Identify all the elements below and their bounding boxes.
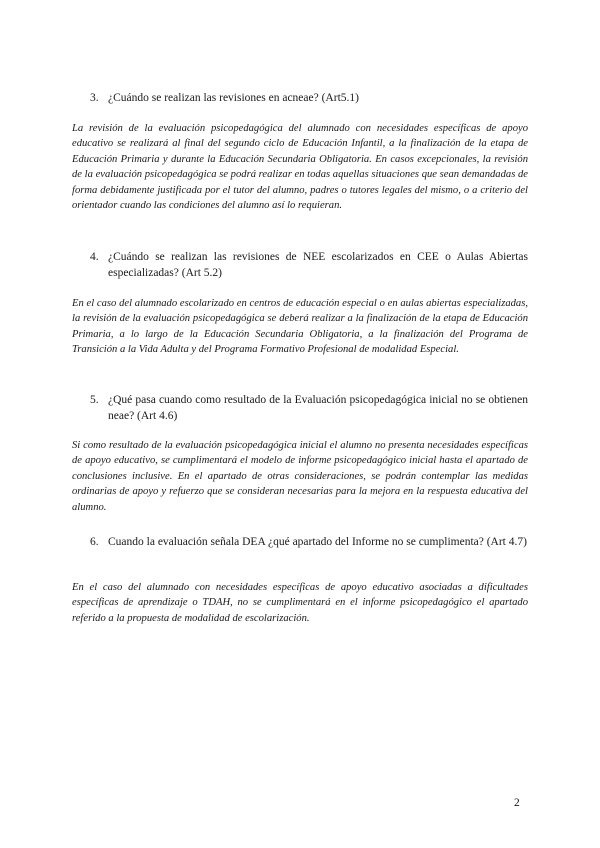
question-number: 6. — [90, 536, 99, 548]
question-3 — [90, 90, 528, 106]
answer-4: En el caso del alumnado escolarizado en centros de educación especial o en aulas abiertas especializadas, la revisión de la evaluación psicopedagógica se deberá realizar a la finalización de la etapa de Educación Primaria, a lo largo de la Educación Secundaria Obligatoria, a la finalización del Programa de Transición a la Vida Adulta y del Programa Formativo Profesional de modalidad Especial. — [72, 298, 528, 356]
question-text: Cuando la evaluación señala DEA ¿qué apartado del Informe no se cumplimenta? (Art 4.7) — [108, 536, 527, 548]
question-6 — [90, 534, 528, 550]
answer-6: En el caso del alumnado con necesidades específicas de apoyo educativo asociadas a dificultades específicas de aprendizaje o TDAH, no se cumplimentará en el informe psicopedagógico el apartado referido a la propuesta de modalidad de escolarización. — [72, 582, 528, 624]
question-number: 3. — [90, 92, 99, 104]
question-5 — [90, 392, 528, 424]
question-4 — [90, 249, 528, 281]
question-text: ¿Cuándo se realizan las revisiones de NEE escolarizados en CEE o Aulas Abiertas especializadas? (Art 5.2) — [108, 251, 528, 279]
question-text: ¿Qué pasa cuando como resultado de la Evaluación psicopedagógica inicial no se obtienen neae? (Art 4.6) — [108, 394, 528, 422]
answer-3: La revisión de la evaluación psicopedagógica del alumnado con necesidades específicas de apoyo educativo se realizará al final del segundo ciclo de Educación Infantil, a la finalización de la etapa de Educación Primaria y durante la Educación Secundaria Obligatoria. En casos excepcionales, la revisión de la evaluación psicopedagógica se podrá realizar en todas aquellas situaciones que sean demandadas de forma debidamente justificada por el tutor del alumno, padres o tutores legales del mismo, o a criterio del orientador cuando las condiciones del alumno así lo requieran. — [72, 123, 528, 212]
question-number: 4. — [90, 251, 99, 263]
question-number: 5. — [90, 394, 99, 406]
page-number: 2 — [514, 797, 520, 809]
question-text: ¿Cuándo se realizan las revisiones en acneae? (Art5.1) — [108, 92, 359, 104]
answer-5: Si como resultado de la evaluación psicopedagógica inicial el alumno no presenta necesidades específicas de apoyo educativo, se cumplimentará el modelo de informe psicopedagógico inicial hasta el apartado de conclusiones inclusive. En el apartado de otras consideraciones, se podrán contemplar las medidas ordinarias de apoyo y refuerzo que se consideran necesarias para la mejora en la respuesta educativa del alumno. — [72, 440, 528, 513]
